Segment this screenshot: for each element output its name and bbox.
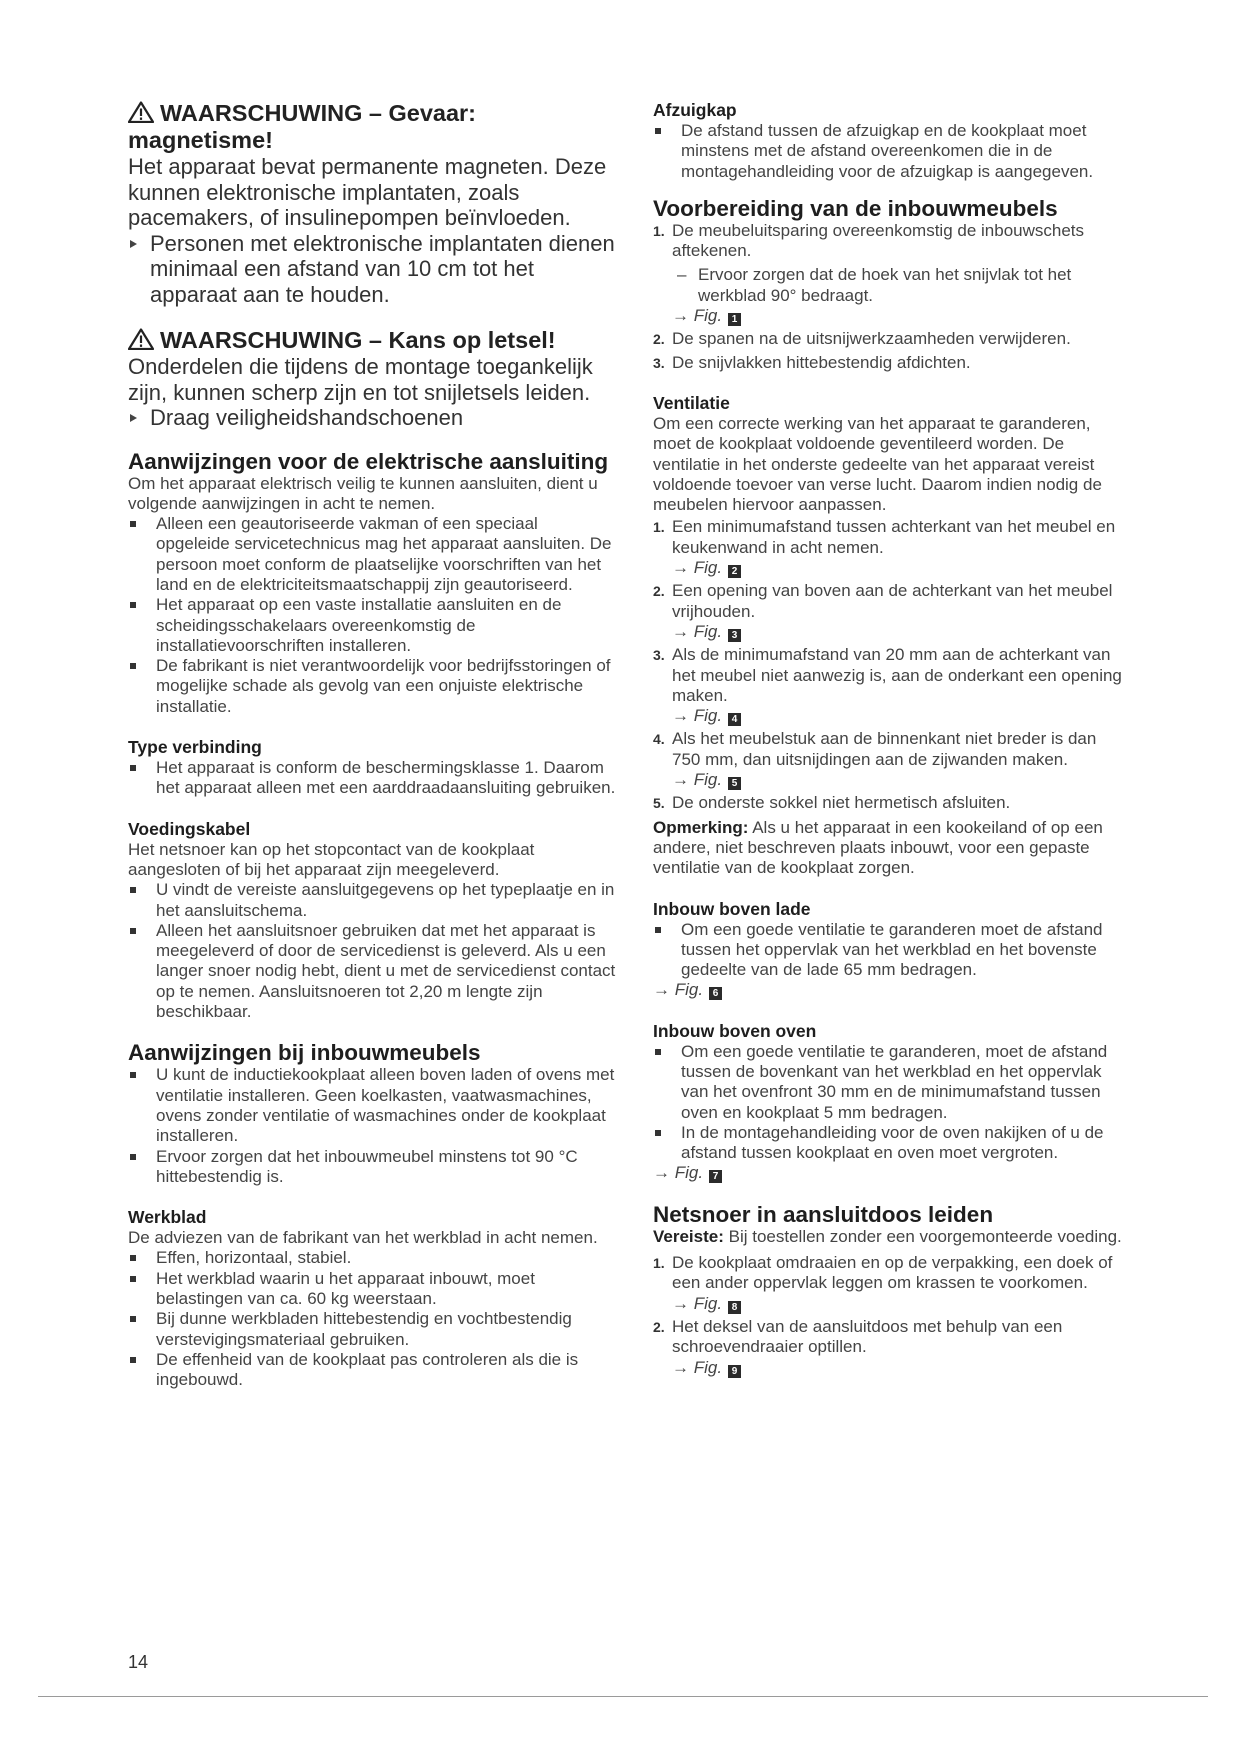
list-item: De effenheid van de kookplaat pas controleren als die is ingebouwd. [128,1350,616,1391]
list-item: Om een goede ventilatie te garanderen moet de afstand tussen het oppervlak van het werkblad en het bovenste gedeelte van de lade 65 mm bedragen. [653,920,1129,981]
figure-reference: → Fig. 8 [653,1294,1129,1314]
subsection-heading: Inbouw boven lade [653,898,811,919]
warning-triangle-icon [128,101,154,123]
step-text: De onderste sokkel niet hermetisch afsluiten. [672,793,1011,813]
step-number: 5. [653,795,665,812]
figure-reference: → Fig. 7 [653,1163,1129,1183]
numbered-step: 2. De spanen na de uitsnijwerkzaamheden verwijderen. [653,329,1071,349]
requirement-label: Vereiste: [653,1226,724,1246]
footer-divider [38,1696,1208,1697]
subsection-heading: Afzuigkap [653,100,737,120]
subsection-heading: Voedingskabel [128,818,251,839]
step-number: 2. [653,1318,665,1335]
cable-steps [653,1253,1129,1378]
right-column [653,100,1129,1378]
figure-number-badge: 7 [709,1170,722,1183]
warning-title: WAARSCHUWING – Kans op letsel! [160,327,556,353]
step-number: 4. [653,731,665,748]
note: Opmerking: Als u het apparaat in een kookeiland of op een andere, niet beschreven plaats inbouwt, voor een gepaste ventilatie van de kookplaat zorgen. [653,817,1103,878]
figure-reference: → Fig. 6 [653,980,1129,1000]
note-label: Opmerking: [653,817,749,837]
figure-reference: → Fig. 9 [653,1358,1129,1378]
numbered-step [653,581,1129,622]
step-text: Als de minimumafstand van 20 mm aan de achterkant van het meubel niet aanwezig is, aan de onderkant een opening maken. [672,645,1122,705]
step-arrow-icon [130,414,137,422]
section-intro: Om het apparaat elektrisch veilig te kunnen aansluiten, dient u volgende aanwijzingen in acht te nemen. [128,473,598,513]
numbered-step: 1. De meubeluitsparing overeenkomstig de inbouwschets aftekenen. [653,220,1085,261]
left-column [128,100,616,1390]
figure-number-badge: 9 [728,1365,741,1378]
step-number: 1. [653,519,665,536]
list-item: Effen, horizontaal, stabiel. [128,1248,616,1268]
list-item: De afstand tussen de afzuigkap en de kookplaat moet minstens met de afstand overeenkomen die in de montagehandleiding voor de afzuigkap is aangegeven. [653,121,1129,182]
list-item: De fabrikant is niet verantwoordelijk voor bedrijfsstoringen of mogelijke schade als gevolg van een onjuiste elektrische installatie. [128,656,616,717]
figure-reference: → Fig. 3 [653,622,1129,642]
section-power-cable [128,819,616,1023]
figure-number-badge: 5 [728,777,741,790]
numbered-step [653,1253,1129,1294]
requirement: Vereiste: Bij toestellen zonder een voorgemonteerde voeding. [653,1226,1122,1246]
step-text: Een minimumafstand tussen achterkant van het meubel en keukenwand in acht nemen. [672,517,1116,557]
section-above-drawer [653,899,1129,1001]
section-heading: Netsnoer in aansluitdoos leiden [653,1201,994,1227]
section-intro: Het netsnoer kan op het stopcontact van de kookplaat aangesloten of bij het apparaat zijn meegeleverd. [128,839,535,879]
list-item: Het apparaat op een vaste installatie aansluiten en de scheidingsschakelaars overeenkomstig de installatievoorschriften installeren. [128,595,616,656]
section-hood [653,100,1129,182]
section-heading: Aanwijzingen bij inbouwmeubels [128,1040,481,1066]
page-number: 14 [128,1652,149,1672]
subsection-heading: Inbouw boven oven [653,1020,817,1041]
figure-number-badge: 1 [728,313,741,326]
subsection-heading: Werkblad [128,1207,207,1228]
list-item: Alleen het aansluitsnoer gebruiken dat met het apparaat is meegeleverd of door de servicedienst is geleverd. Als u een langer snoer nodig hebt, dient u met de servicedienst contact op te nemen. Aansluitsnoeren tot 2,20 m lengte zijn beschikbaar. [128,921,616,1022]
section-electrical [128,449,616,718]
numbered-step [653,793,1129,813]
warning-injury [128,327,616,431]
step-number: 3. [653,647,665,664]
section-ventilation [653,393,1129,879]
numbered-step [653,729,1129,770]
step-text: Een opening van boven aan de achterkant van het meubel vrijhouden. [672,581,1113,621]
warning-title: WAARSCHUWING – Gevaar: magnetisme! [128,100,476,153]
section-heading: Voorbereiding van de inbouwmeubels [653,195,1058,221]
figure-number-badge: 2 [728,565,741,578]
warning-triangle-icon [128,328,154,350]
figure-number-badge: 6 [709,987,722,1000]
figure-number-badge: 3 [728,629,741,642]
list-item: Het apparaat is conform de beschermingsklasse 1. Daarom het apparaat alleen met een aarddraadaansluiting gebruiken. [128,758,616,799]
step-text: Het deksel van de aansluitdoos met behulp van een schroevendraaier optillen. [672,1316,1063,1357]
step-number: 2. [653,583,665,600]
step-number: 1. [653,1255,665,1272]
warning-magnetism [128,100,616,307]
figure-number-badge: 8 [728,1301,741,1314]
section-above-oven [653,1021,1129,1184]
warning-step: Draag veiligheidshandschoenen [128,405,616,431]
warning-text: Onderdelen die tijdens de montage toegankelijk zijn, kunnen scherp zijn en tot snijletsels leiden. [128,354,593,405]
warning-text: Het apparaat bevat permanente magneten. Deze kunnen elektronische implantaten, zoals pacemakers, of insulinepompen beïnvloeden. [128,154,607,230]
section-worktop [128,1207,616,1390]
list-item: Het werkblad waarin u het apparaat inbouwt, moet belastingen van ca. 60 kg weerstaan. [128,1269,616,1310]
figure-reference: → Fig. 1 [653,306,1129,326]
numbered-step [653,1317,1129,1358]
list-item: U kunt de inductiekookplaat alleen boven laden of ovens met ventilatie installeren. Geen koelkasten, vaatwasmachines, ovens zonder ventilatie of wasmachines onder de kookplaat installeren. [128,1065,616,1146]
section-heading: Aanwijzingen voor de elektrische aansluiting [128,448,609,474]
figure-reference: → Fig. 4 [653,706,1129,726]
step-arrow-icon [130,240,137,248]
section-built-in [128,1040,616,1187]
subsection-heading: Ventilatie [653,392,730,413]
figure-reference: → Fig. 2 [653,558,1129,578]
list-item: U vindt de vereiste aansluitgegevens op het typeplaatje en in het aansluitschema. [128,880,616,921]
figure-reference: → Fig. 5 [653,770,1129,790]
warning-step: Personen met elektronische implantaten dienen minimaal een afstand van 10 cm tot het apparaat aan te houden. [128,231,616,308]
subsection-heading: Type verbinding [128,737,262,758]
section-cable-routing [653,1202,1129,1378]
list-item: Alleen een geautoriseerde vakman of een speciaal opgeleide servicetechnicus mag het apparaat aansluiten. De persoon moet conform de plaatselijke voorschriften van het land en de elektriciteitsmaatschappij zijn geautoriseerd. [128,514,616,595]
section-intro: Om een correcte werking van het apparaat te garanderen, moet de kookplaat voldoende geventileerd worden. De ventilatie in het onderste gedeelte van het apparaat vereist voldoende toevoer van verse lucht. Daarom indien nodig de meubelen hiervoor aanpassen. [653,413,1102,515]
step-text: Als het meubelstuk aan de binnenkant niet breder is dan 750 mm, dan uitsnijdingen aan de zijwanden maken. [672,729,1097,769]
numbered-step [653,645,1129,706]
list-item: In de montagehandleiding voor de oven nakijken of u de afstand tussen kookplaat en oven moet vergroten. [653,1123,1129,1164]
step-text: De kookplaat omdraaien en op de verpakking, een doek of een ander oppervlak leggen om krassen te voorkomen. [672,1253,1113,1293]
ventilation-steps [653,517,1129,813]
figure-number-badge: 4 [728,713,741,726]
sub-step: – Ervoor zorgen dat de hoek van het snijvlak tot het werkblad 90° bedraagt. [677,265,1072,305]
list-item: Bij dunne werkbladen hittebestendig en vochtbestendig verstevigingsmateriaal gebruiken. [128,1309,616,1350]
section-prep [653,196,1129,373]
numbered-step: 3. De snijvlakken hittebestendig afdichten. [653,352,971,372]
list-item: Ervoor zorgen dat het inbouwmeubel minstens tot 90 °C hittebestendig is. [128,1147,616,1188]
numbered-step [653,517,1129,558]
section-connection-type [128,737,616,799]
list-item: Om een goede ventilatie te garanderen, moet de afstand tussen de bovenkant van het werkblad en het oppervlak van het ovenfront 30 mm en de minimumafstand tussen oven en kookplaat 5 mm bedragen. [653,1042,1129,1123]
section-intro: De adviezen van de fabrikant van het werkblad in acht nemen. [128,1228,598,1248]
